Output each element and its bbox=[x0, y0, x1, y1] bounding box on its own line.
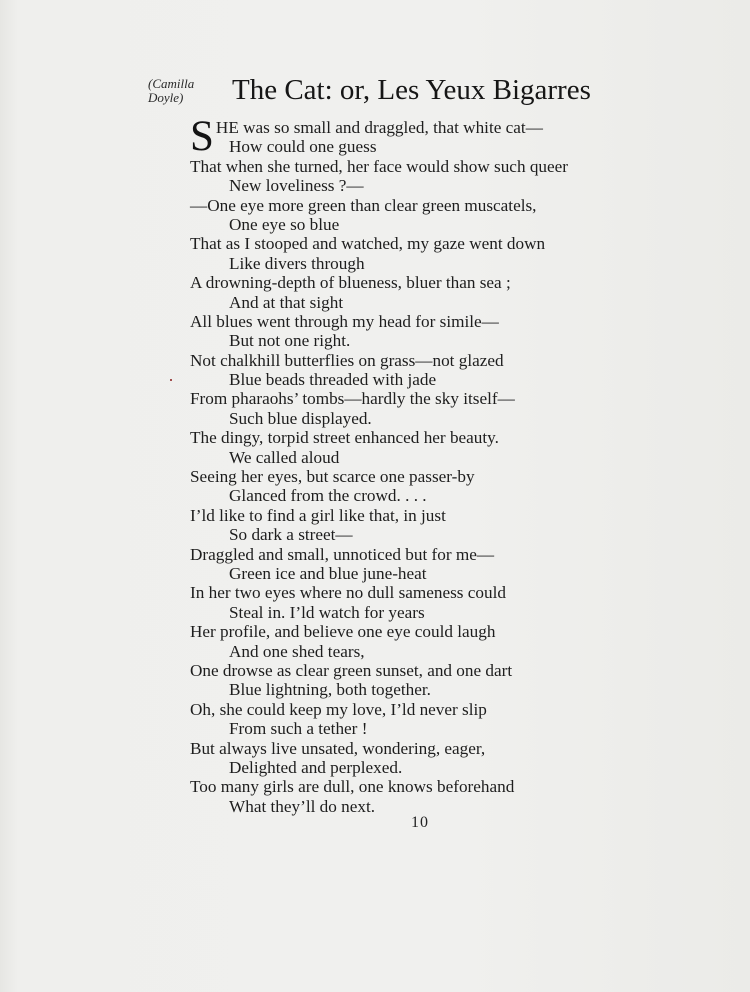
poem-line: And one shed tears, bbox=[229, 641, 365, 661]
poem-line: One eye so blue bbox=[229, 214, 340, 234]
poem-line: From such a tether ! bbox=[229, 719, 368, 739]
poem-line: From pharaohs’ tombs—hardly the sky itself— bbox=[190, 389, 515, 409]
poem-line: I’ld like to find a girl like that, in just bbox=[190, 505, 446, 525]
poem-line: Her profile, and believe one eye could laugh bbox=[190, 622, 496, 642]
poem-line: Oh, she could keep my love, I’ld never slip bbox=[190, 699, 487, 719]
author-attribution: (Camilla Doyle) bbox=[148, 76, 195, 105]
poem-line: Steal in. I’ld watch for years bbox=[229, 602, 425, 622]
poem-line: Seeing her eyes, but scarce one passer-by bbox=[190, 467, 475, 487]
poem-line: Not chalkhill butterflies on grass—not glazed bbox=[190, 350, 504, 370]
poem-line: We called aloud bbox=[229, 447, 340, 467]
drop-cap: S bbox=[190, 113, 214, 160]
poem-line: That when she turned, her face would show such queer bbox=[190, 156, 568, 176]
poem-line: All blues went through my head for simile— bbox=[190, 311, 499, 331]
poem-line: Glanced from the crowd. . . . bbox=[229, 486, 427, 506]
poem-line: Such blue displayed. bbox=[229, 408, 372, 428]
poem-line: Too many girls are dull, one knows beforehand bbox=[190, 777, 515, 797]
poem-line: What they’ll do next. bbox=[229, 796, 376, 816]
poem-line: New loveliness ?— bbox=[229, 176, 364, 196]
poem-line: Like divers through bbox=[229, 253, 365, 273]
page-number: 10 bbox=[411, 814, 429, 831]
poem-line: That as I stooped and watched, my gaze went down bbox=[190, 234, 546, 254]
poem-line: A drowning-depth of blueness, bluer than sea ; bbox=[190, 273, 511, 293]
ink-speck bbox=[170, 379, 172, 381]
poem-line: Draggled and small, unnoticed but for me— bbox=[190, 544, 495, 564]
poem-line: And at that sight bbox=[229, 292, 344, 312]
poem-line: In her two eyes where no dull sameness could bbox=[190, 583, 506, 603]
poem-line: Blue lightning, both together. bbox=[229, 680, 431, 700]
poem-line: Green ice and blue june-heat bbox=[229, 563, 427, 583]
poem-line: But not one right. bbox=[229, 331, 351, 351]
poem-line: So dark a street— bbox=[229, 525, 353, 545]
first-line-text: HE was so small and draggled, that white cat— bbox=[215, 118, 543, 137]
poem-line: The dingy, torpid street enhanced her beauty. bbox=[190, 428, 499, 448]
poem-line: But always live unsated, wondering, eager, bbox=[190, 738, 486, 758]
poem-body bbox=[190, 113, 710, 816]
poem-line: Delighted and perplexed. bbox=[229, 757, 403, 777]
poem-line: How could one guess bbox=[229, 137, 377, 157]
poem-title: The Cat: or, Les Yeux Bigarres bbox=[232, 74, 591, 106]
poem-line: One drowse as clear green sunset, and one dart bbox=[190, 660, 513, 680]
poem-line: Blue beads threaded with jade bbox=[229, 370, 437, 390]
poem-line: —One eye more green than clear green muscatels, bbox=[190, 195, 537, 215]
